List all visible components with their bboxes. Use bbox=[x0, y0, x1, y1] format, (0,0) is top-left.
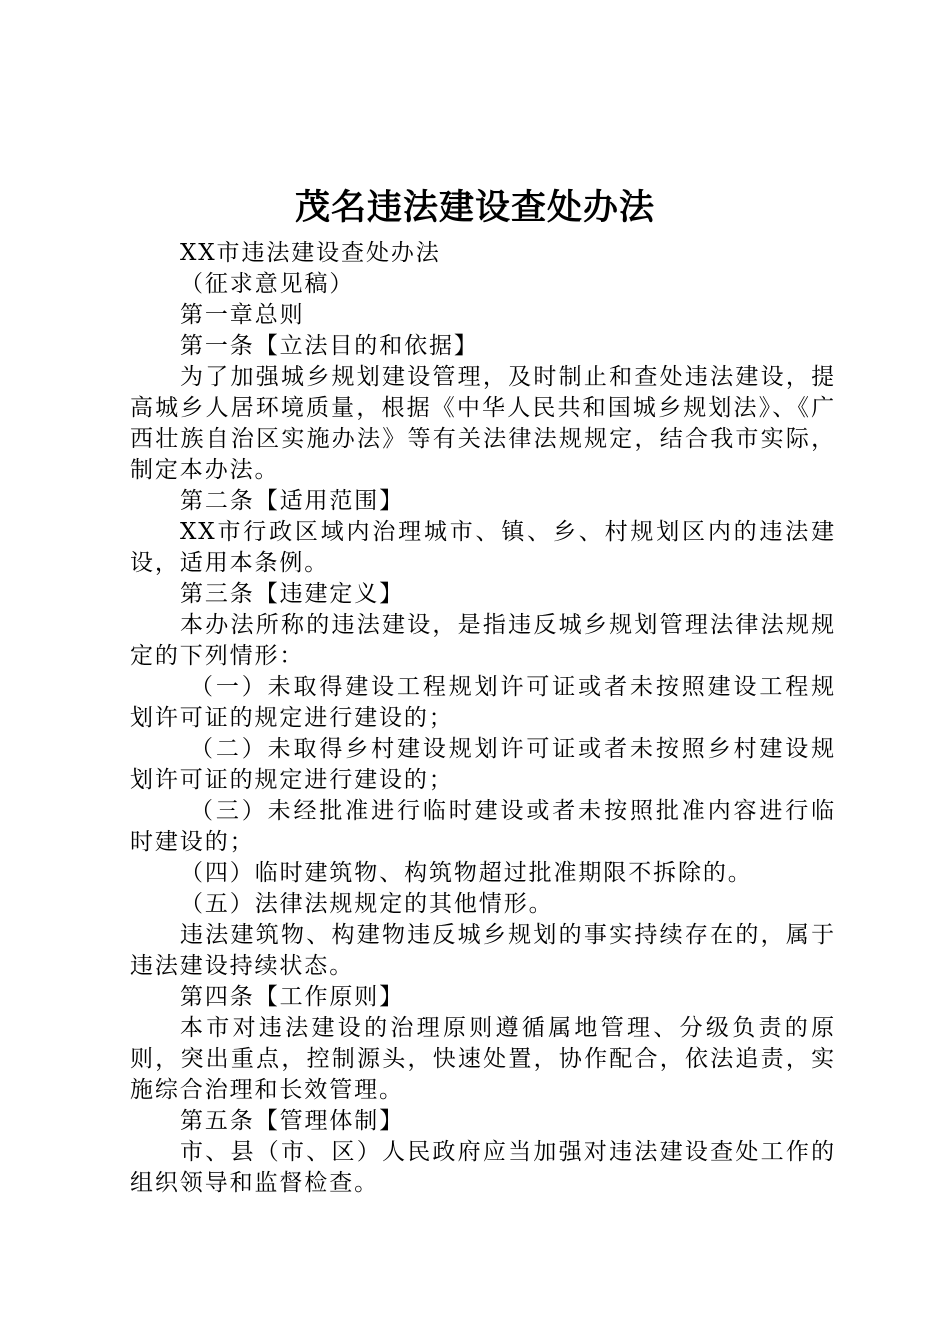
article-paragraph: 本市对违法建设的治理原则遵循属地管理、分级负责的原则，突出重点，控制源头，快速处置，协作配合，依法追责，实施综合治理和长效管理。 bbox=[130, 1015, 836, 1103]
document-title: 茂名违法建设查处办法 bbox=[294, 188, 655, 228]
list-item: （一）未取得建设工程规划许可证或者未按照建设工程规划许可证的规定进行建设的； bbox=[130, 674, 836, 731]
article-paragraph: 本办法所称的违法建设，是指违反城乡规划管理法律法规规定的下列情形： bbox=[130, 612, 836, 669]
article-paragraph: 市、县（市、区）人民政府应当加强对违法建设查处工作的组织领导和监督检查。 bbox=[130, 1139, 836, 1196]
article-paragraph: 违法建筑物、构建物违反城乡规划的事实持续存在的，属于违法建设持续状态。 bbox=[130, 922, 836, 979]
article-paragraph: XX市行政区域内治理城市、镇、乡、村规划区内的违法建设，适用本条例。 bbox=[130, 519, 836, 576]
list-item: （三）未经批准进行临时建设或者未按照批准内容进行临时建设的； bbox=[130, 798, 836, 855]
draft-note: （征求意见稿） bbox=[180, 271, 355, 297]
article-heading: 第二条【适用范围】 bbox=[180, 488, 405, 514]
article-heading: 第三条【违建定义】 bbox=[180, 581, 405, 607]
list-item: （二）未取得乡村建设规划许可证或者未按照乡村建设规划许可证的规定进行建设的； bbox=[130, 736, 836, 793]
list-item: （五）法律法规规定的其他情形。 bbox=[180, 891, 554, 917]
list-item: （四）临时建筑物、构筑物超过批准期限不拆除的。 bbox=[180, 860, 753, 886]
subtitle-line: XX市违法建设查处办法 bbox=[180, 240, 441, 266]
article-heading: 第四条【工作原则】 bbox=[180, 984, 405, 1010]
article-heading: 第一条【立法目的和依据】 bbox=[180, 333, 479, 359]
article-paragraph: 为了加强城乡规划建设管理，及时制止和查处违法建设，提高城乡人居环境质量，根据《中华人民共和国城乡规划法》、《广西壮族自治区实施办法》等有关法律法规规定，结合我市实际，制定本办法。 bbox=[130, 364, 836, 483]
document-body bbox=[130, 238, 836, 1199]
chapter-heading: 第一章总则 bbox=[180, 302, 305, 328]
article-heading: 第五条【管理体制】 bbox=[180, 1108, 405, 1134]
